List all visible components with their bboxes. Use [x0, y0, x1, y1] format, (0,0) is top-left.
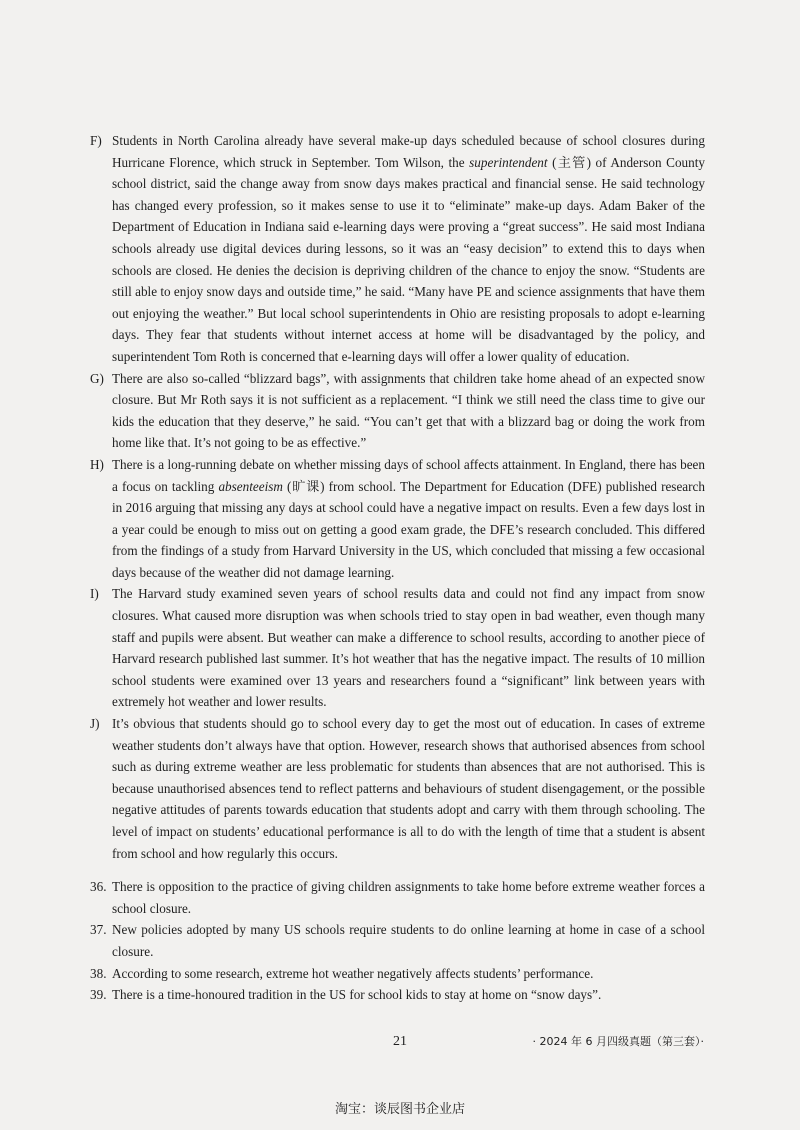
paragraph-text: Students in North Carolina already have several make-up days scheduled because of school closures during Hurricane Florence, which struck in September. Tom Wilson, the superintendent (主管) of Anderson County school district, said the change away from snow days makes practical and financial sense. He said technology has changed every profession, so it makes sense to use it to “eliminate” make-up days. Adam Baker of the Department of Education in Indiana said e-learning days were proving a “great success”. He said most Indiana schools already use digital devices during lessons, so it was an “easy decision” to extend this to days when schools are closed. He denies the decision is depriving children of the chance to enjoy the snow. “Students are still able to enjoy snow days and outside time,” he said. “Many have PE and science assignments that have them out enjoying the weather.” But local school superintendents in Ohio are resisting proposals to adopt e-learning days. They fear that students without internet access at home will be disadvantaged by the policy, and superintendent Tom Roth is concerned that e-learning days will offer a lower quality of education.	[112, 133, 705, 364]
paragraph-label: F)	[90, 133, 102, 148]
italic-term: absenteeism	[218, 478, 283, 494]
passage-content	[90, 130, 705, 1006]
paragraph-text: It’s obvious that students should go to school every day to get the most out of education. In cases of extreme weather students don’t always have that option. However, research shows that authorised absences from school such as during extreme weather are less problematic for students than absences that are not authorised. This is because unauthorised absences tend to reflect patterns and behaviours of student disengagement, or the possible negative attitudes of parents towards education that students adopt and carry with them through schooling. The level of impact on students’ educational performance is all to do with the length of time that a student is absent from school and how regularly this occurs.	[112, 716, 705, 861]
question-list	[90, 876, 705, 1006]
paragraph-f	[90, 130, 705, 368]
question-item	[90, 919, 705, 962]
question-item	[90, 984, 705, 1006]
question-number: 37.	[90, 922, 107, 938]
paragraph-label: J)	[90, 716, 100, 732]
paragraph-text: The Harvard study examined seven years of school results data and could not find any impact from snow closures. What caused more disruption was when schools tried to stay open in bad weather, even though many staff and pupils were absent. But weather can make a difference to school results, according to another piece of Harvard research published last summer. It’s hot weather that has the negative impact. The results of 10 million school students were examined over 13 years and researchers found a “significant” link between years with extremely hot weather and lower results.	[112, 586, 705, 710]
paragraph-label: H)	[90, 456, 104, 472]
question-number: 36.	[90, 879, 107, 895]
paragraph-h	[90, 454, 705, 584]
question-number: 38.	[90, 965, 107, 981]
page-footer	[0, 1030, 800, 1054]
question-text: According to some research, extreme hot weather negatively affects students’ performance.	[112, 965, 594, 981]
question-text: There is a time-honoured tradition in the US for school kids to stay at home on “snow days”.	[112, 987, 602, 1003]
chinese-gloss: (主管)	[547, 154, 591, 170]
question-item	[90, 876, 705, 919]
paragraph-i	[90, 583, 705, 713]
question-item	[90, 963, 705, 985]
paragraph-g	[90, 368, 705, 454]
italic-term: superintendent	[469, 154, 548, 170]
chinese-gloss: (旷课)	[282, 478, 325, 494]
page-number: 21	[393, 1034, 407, 1049]
question-text: New policies adopted by many US schools require students to do online learning at home in case of a school closure.	[112, 922, 705, 959]
paragraph-label: I)	[90, 586, 99, 602]
paragraph-j	[90, 713, 705, 864]
paragraph-text: There are also so-called “blizzard bags”, with assignments that children take home ahead of an expected snow closure. But Mr Roth says it is not sufficient as a replacement. “I think we still need the class time to give our kids the education that they deserve,” he said. “You can’t get that with a blizzard bag or doing the work from home like that. It’s not going to be as effective.”	[112, 370, 705, 451]
paragraph-text: There is a long-running debate on whether missing days of school affects attainment. In England, there has been a focus on tackling absenteeism (旷课) from school. The Department for Education (DFE) published research in 2016 arguing that missing any days at school could have a negative impact on results. Even a few days lost in a year could be enough to miss out on getting a good exam grade, the DFE’s research concluded. This differed from the findings of a study from Harvard University in the US, which concluded that missing a few occasional days because of the weather did not damage learning.	[112, 456, 705, 580]
paragraph-label: G)	[90, 370, 104, 386]
exam-label: · 2024 年 6 月四级真题（第三套）·	[532, 1035, 704, 1048]
shop-watermark: 淘宝：谈辰图书企业店	[334, 1102, 465, 1117]
question-number: 39.	[90, 987, 107, 1003]
question-text: There is opposition to the practice of giving children assignments to take home before extreme weather forces a school closure.	[112, 879, 705, 916]
